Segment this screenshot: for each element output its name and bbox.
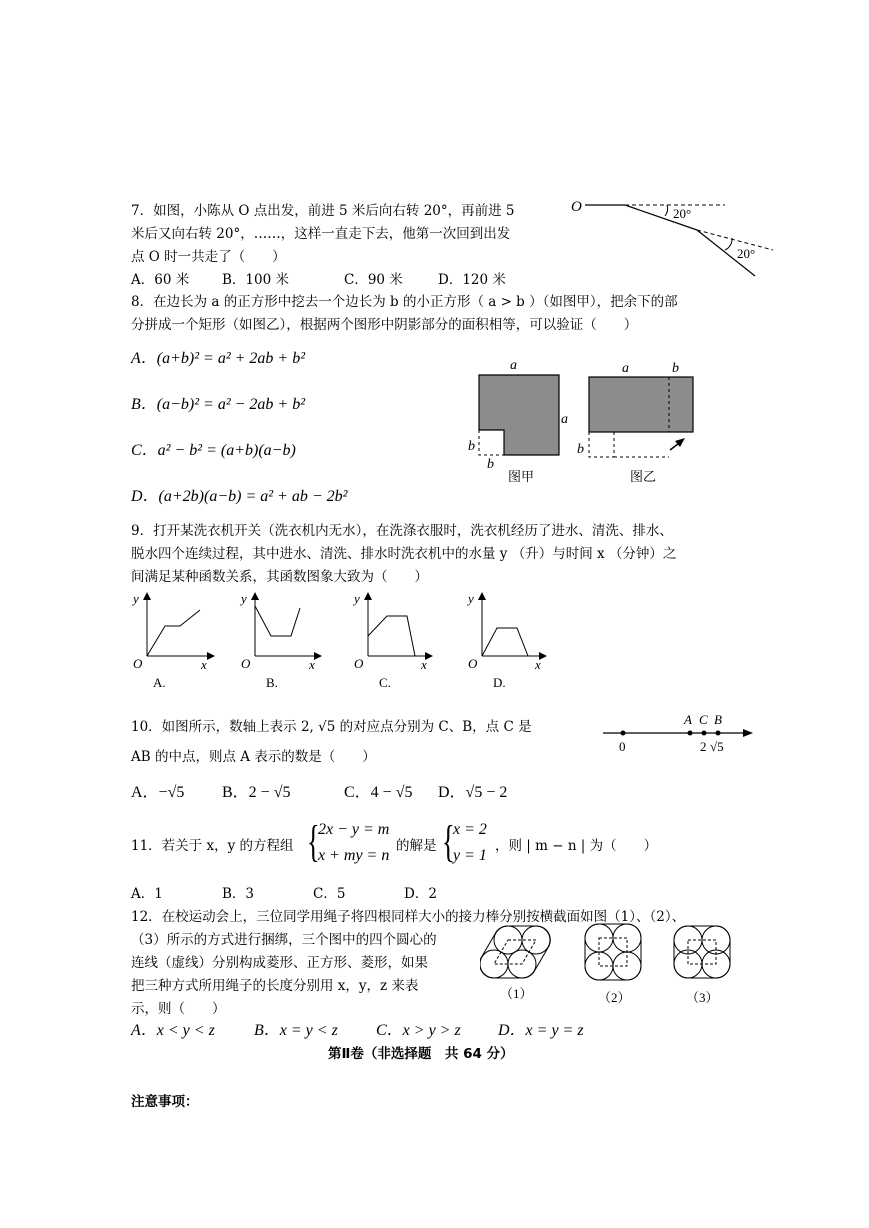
svg-text:A.: A. <box>153 675 166 690</box>
q8-line2: 分拼成一个矩形（如图乙），根据两个图形中阴影部分的面积相等，可以验证（ ） <box>131 317 638 333</box>
q8-figure <box>460 355 710 490</box>
q7-origin-label: O <box>571 199 582 215</box>
svg-text:x: x <box>535 657 541 672</box>
q12-figures <box>480 920 755 1008</box>
q8-fig2-caption: 图乙 <box>630 470 657 485</box>
svg-text:y: y <box>241 591 247 606</box>
q10-label-a: A <box>684 712 692 727</box>
svg-text:y: y <box>354 591 360 606</box>
q10-option-a: A．−√5 <box>131 784 185 801</box>
q11-option-c: C．5 <box>313 886 346 902</box>
q10-label-sqrt5: √5 <box>710 739 724 754</box>
q12-option-a: A．x < y < z <box>131 1022 215 1039</box>
q9-graph-c <box>352 591 431 690</box>
q12-line1: 12．在校运动会上，三位同学用绳子将四根同样大小的接力棒分别按横截面如图（1）、（2）、 <box>131 909 686 925</box>
svg-text:O: O <box>354 656 364 671</box>
q12-line3: 连线（虚线）分别构成菱形、正方形、菱形，如果 <box>131 955 428 971</box>
svg-text:x: x <box>421 657 427 672</box>
q12-line2: （3）所示的方式进行捆绑，三个图中的四个圆心的 <box>131 932 437 948</box>
q12-figure-1 <box>480 926 550 978</box>
svg-text:x: x <box>309 657 315 672</box>
q8-fig2-b-top: b <box>672 361 679 376</box>
q9-line1: 9．打开某洗衣机开关（洗衣机内无水），在洗涤衣服时，洗衣机经历了进水、清洗、排水、 <box>131 523 673 539</box>
q7-option-d: D．120 米 <box>438 272 506 288</box>
q11-system1-eq1: 2x − y = m <box>318 821 390 838</box>
svg-text:x: x <box>201 657 207 672</box>
q7-option-a: A．60 米 <box>131 272 190 288</box>
svg-text:y: y <box>468 591 474 606</box>
q12-option-b: B．x = y < z <box>254 1022 338 1039</box>
q7-line2: 米后又向右转 20°，……，这样一直走下去，他第一次回到出发 <box>131 226 511 242</box>
q11-system2-eq1: x = 2 <box>453 821 487 838</box>
q8-fig2-a-top: a <box>622 361 629 376</box>
q8-option-d: D．(a+2b)(a−b) = a² + ab − 2b² <box>131 488 348 505</box>
q10-line1: 10．如图所示，数轴上表示 2, √5 的对应点分别为 C、B，点 C 是 <box>131 719 532 735</box>
q12-figure-3 <box>674 926 730 978</box>
section-title: 第Ⅱ卷（非选择题 共 64 分） <box>328 1046 514 1062</box>
q8-fig1-caption: 图甲 <box>508 470 535 485</box>
q7-option-b: B．100 米 <box>222 272 289 288</box>
q10-number-line <box>598 708 758 758</box>
q10-label-zero: 0 <box>619 739 626 754</box>
svg-text:O: O <box>241 656 251 671</box>
q11-brace1: { <box>307 817 320 866</box>
q9-graph-d <box>466 591 545 690</box>
q9-line2: 脱水四个连续过程，其中进水、清洗、排水时洗衣机中的水量 y （升）与时间 x （分钟）之 <box>131 546 677 562</box>
q7-line3: 点 O 时一共走了（ ） <box>131 249 286 265</box>
svg-text:y: y <box>133 591 139 606</box>
q10-label-c: C <box>699 712 708 727</box>
q12-caption-3: （3） <box>686 990 719 1005</box>
q9-graphs <box>125 588 565 698</box>
q9-graph-a <box>131 591 213 690</box>
q12-caption-2: （2） <box>598 990 631 1005</box>
q10-option-d: D．√5 − 2 <box>438 784 508 801</box>
q8-fig1-a-right: a <box>561 412 568 427</box>
q10-label-b: B <box>714 712 722 727</box>
q11-option-a: A．1 <box>131 886 163 902</box>
svg-text:B.: B. <box>266 675 278 690</box>
q7-line1: 7．如图，小陈从 O 点出发，前进 5 米后向右转 20°，再前进 5 <box>131 203 515 219</box>
notice-heading: 注意事项： <box>131 1094 199 1110</box>
q11-mid: 的解是 <box>396 838 437 854</box>
q11-option-d: D．2 <box>404 886 437 902</box>
q10-option-b: B．2 − √5 <box>222 784 291 801</box>
q12-caption-1: （1） <box>500 986 533 1001</box>
svg-text:O: O <box>468 656 478 671</box>
q8-fig1-b-left: b <box>468 439 475 454</box>
q8-fig1-a-top: a <box>510 358 517 373</box>
q11-brace2: { <box>442 817 455 866</box>
q10-line2: AB 的中点，则点 A 表示的数是（ ） <box>131 749 376 765</box>
q8-line1: 8．在边长为 a 的正方形中挖去一个边长为 b 的小正方形（ a > b ）（如图甲），把余下的部 <box>131 294 678 310</box>
q12-line5: 示，则（ ） <box>131 1001 226 1017</box>
q9-graph-b <box>239 591 320 690</box>
svg-text:O: O <box>133 656 143 671</box>
q8-fig2-b-left: b <box>577 442 584 457</box>
svg-text:D.: D. <box>493 675 506 690</box>
q8-option-c: C．a² − b² = (a+b)(a−b) <box>131 442 296 459</box>
q10-label-two: 2 <box>700 739 707 754</box>
q10-option-c: C．4 − √5 <box>344 784 413 801</box>
q7-figure <box>565 190 780 285</box>
q11-system2-eq2: y = 1 <box>453 847 487 864</box>
q8-option-b: B．(a−b)² = a² − 2ab + b² <box>131 396 306 413</box>
q12-option-c: C．x > y > z <box>376 1022 461 1039</box>
q9-line3: 间满足某种函数关系，其函数图象大致为（ ） <box>131 569 428 585</box>
q8-option-a: A．(a+b)² = a² + 2ab + b² <box>131 350 306 367</box>
q7-angle2-label: 20° <box>737 246 756 261</box>
q8-fig1-b-bottom: b <box>487 457 494 472</box>
q12-figure-2 <box>585 924 641 980</box>
q7-option-c: C．90 米 <box>344 272 403 288</box>
q7-angle1-label: 20° <box>673 206 692 221</box>
q11-suffix: ，则 | m − n | 为（ ） <box>495 838 658 854</box>
q11-system1-eq2: x + my = n <box>318 847 390 864</box>
q11-option-b: B．3 <box>222 886 255 902</box>
q11-prefix: 11．若关于 x，y 的方程组 <box>131 838 294 854</box>
q12-line4: 把三种方式所用绳子的长度分别用 x，y，z 来表 <box>131 978 419 994</box>
q12-option-d: D．x = y = z <box>498 1022 584 1039</box>
svg-text:C.: C. <box>379 675 391 690</box>
